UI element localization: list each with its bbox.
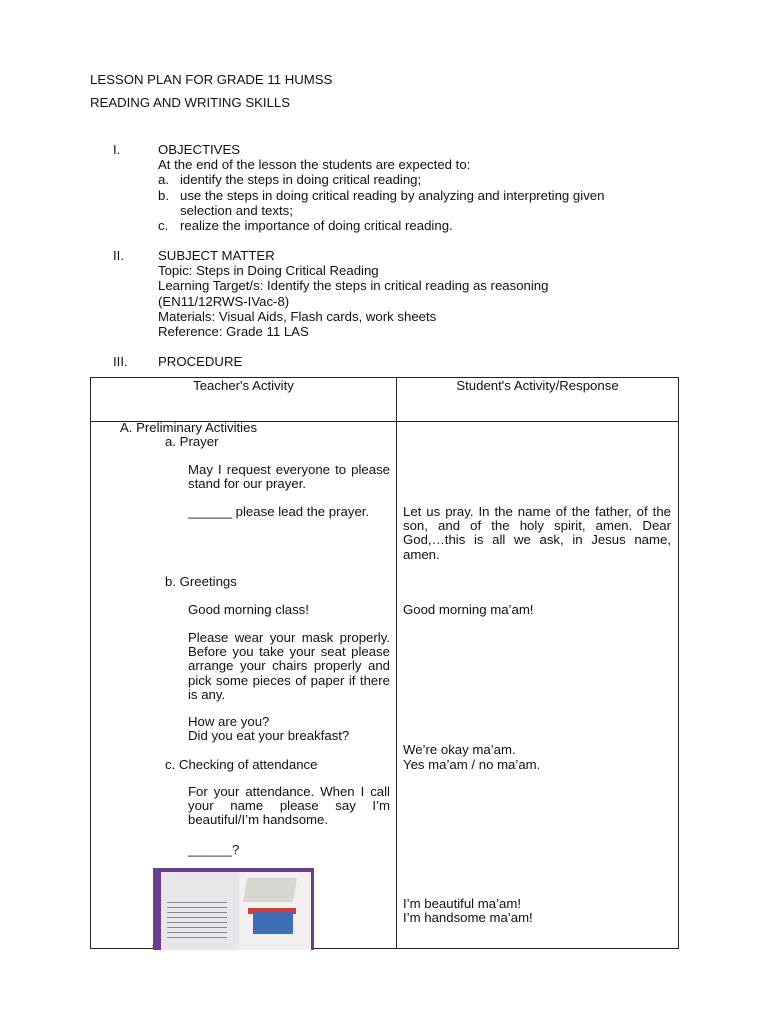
subject-matter-numeral: II. — [113, 248, 124, 263]
greetings-label: b. Greetings — [165, 574, 237, 589]
procedure-numeral: III. — [113, 354, 128, 369]
attendance-instructions-text: For your attendance. When I call your name please say I’m beautiful/I’m handsome. — [188, 784, 390, 828]
subject-matter-heading: SUBJECT MATTER — [158, 248, 275, 263]
greeting-text: Good morning class! — [188, 602, 309, 617]
teacher-activity-header: Teacher's Activity — [193, 378, 294, 393]
breakfast-question-text: Did you eat your breakfast? — [188, 728, 350, 743]
lesson-plan-title: LESSON PLAN FOR GRADE 11 HUMSS — [90, 72, 333, 87]
objective-item-a — [158, 173, 678, 187]
subject-reference: Reference: Grade 11 LAS — [158, 324, 309, 340]
objective-text-continued: selection and texts; — [180, 202, 293, 218]
preliminary-activities-label: A. Preliminary Activities — [120, 420, 258, 435]
objective-marker: c. — [158, 218, 169, 234]
attendance-label: c. Checking of attendance — [165, 757, 318, 772]
objective-marker: b. — [158, 187, 169, 203]
objective-text: identify the steps in doing critical reading; — [180, 172, 422, 188]
objectives-heading: OBJECTIVES — [158, 142, 241, 157]
student-beautiful-response: I’m beautiful ma’am! — [403, 896, 521, 911]
subject-materials: Materials: Visual Aids, Flash cards, work sheets — [158, 308, 437, 324]
student-okay-response: We’re okay ma’am. — [403, 742, 516, 757]
blank-question-text: ______? — [188, 842, 240, 857]
objective-text: realize the importance of doing critical reading. — [180, 218, 453, 234]
objectives-intro: At the end of the lesson the students are expected to: — [158, 157, 471, 173]
prayer-label: a. Prayer — [165, 434, 219, 449]
student-breakfast-response: Yes ma’am / no ma’am. — [403, 757, 541, 772]
subject-title: READING AND WRITING SKILLS — [90, 95, 291, 110]
student-prayer-response: Let us pray. In the name of the father, of the son, and of the holy spirit, amen. Dear God,…this is all we ask, in Jesus name, amen. — [403, 504, 671, 562]
objective-marker: a. — [158, 172, 169, 188]
prayer-request-text: May I request everyone to please stand for our prayer. — [188, 462, 390, 492]
procedure-heading: PROCEDURE — [158, 354, 243, 369]
objectives-body — [158, 143, 678, 233]
subject-topic: Topic: Steps in Doing Critical Reading — [158, 263, 379, 279]
objective-text: use the steps in doing critical reading by analyzing and interpreting given — [180, 187, 605, 203]
student-handsome-response: I’m handsome ma’am! — [403, 910, 533, 925]
objective-item-b — [158, 189, 678, 218]
column-divider — [396, 378, 397, 948]
subject-learning-target: Learning Target/s: Identify the steps in critical reading as reasoning — [158, 278, 549, 294]
classroom-worksheet-photo — [153, 868, 314, 950]
subject-matter-body — [158, 249, 678, 339]
objectives-numeral: I. — [113, 142, 121, 157]
how-are-you-text: How are you? — [188, 714, 270, 729]
student-greeting-response: Good morning ma’am! — [403, 602, 534, 617]
mask-instructions-text: Please wear your mask properly. Before you take your seat please arrange your chairs properly and pick some pieces of paper if there is any. — [188, 630, 390, 702]
prayer-lead-text: ______ please lead the prayer. — [188, 504, 370, 519]
objective-item-c — [158, 219, 678, 233]
procedure-table — [90, 377, 679, 949]
subject-code: (EN11/12RWS-IVac-8) — [158, 293, 290, 309]
student-activity-header: Student's Activity/Response — [456, 378, 619, 393]
